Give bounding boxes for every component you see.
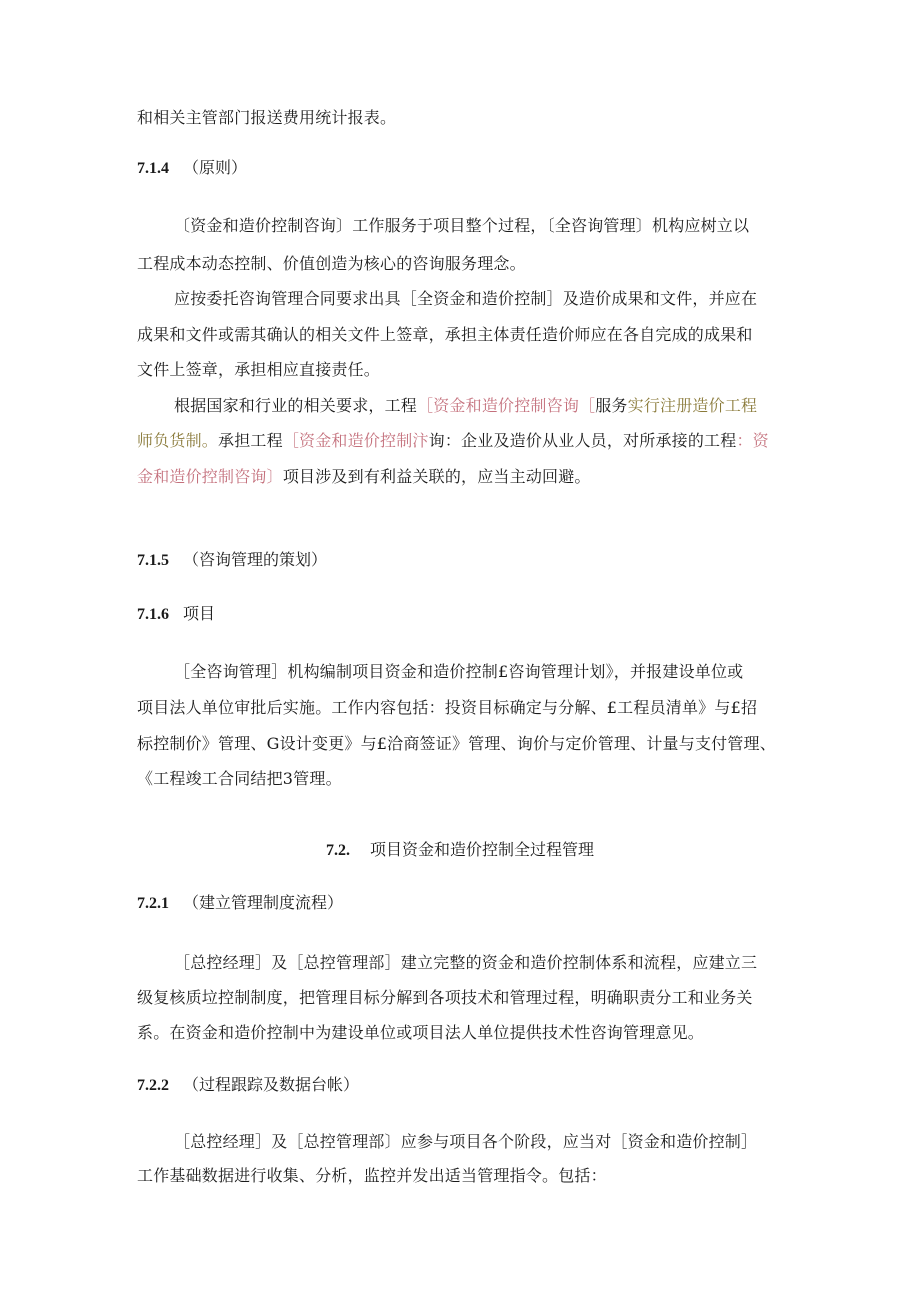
text-segment: 询：企业及造价从业人员，对所承接的工程 — [428, 431, 737, 450]
heading-7-2 — [0, 840, 920, 861]
heading-7-1-5 — [137, 550, 327, 571]
paragraph-line: 工作基础数据进行收集、分析，监控并发出适当管理指令。包括： — [137, 1166, 607, 1185]
paragraph-line: 成果和文件或需其确认的相关文件上签章，承担主体责任造价师应在各自完成的成果和 — [137, 325, 753, 344]
text-segment: 项目涉及到有利益关联的，应当主动回避。 — [282, 467, 591, 486]
paragraph-line: ［全咨询管理］机构编制项目资金和造价控制£咨询管理计划》，并报建设单位或 — [174, 662, 744, 681]
section-number: 7.2. — [325, 842, 350, 859]
highlight-segment: ［资金和造价控制汴 — [282, 431, 429, 450]
paragraph-line — [174, 396, 824, 416]
section-title: （原则） — [183, 158, 248, 177]
highlight-segment: ［资金和造价控制咨询［ — [417, 396, 596, 415]
section-number: 7.1.6 — [137, 606, 169, 623]
paragraph-line: 文件上签章，承担相应直接责任。 — [137, 360, 381, 379]
section-number: 7.2.1 — [137, 895, 169, 912]
highlight-segment: 实行注册造价工程 — [627, 396, 758, 415]
paragraph-line — [137, 467, 787, 487]
paragraph-line: 应按委托咨询管理合同要求出具［全资金和造价控制］及造价成果和文件，并应在 — [174, 289, 758, 308]
highlight-segment: 师负货制。 — [137, 431, 219, 450]
paragraph-line: 〔资金和造价控制咨询〕工作服务于项目整个过程，〔全咨询管理〕机构应树立以 — [174, 216, 750, 235]
paragraph-line: ［总控经理］及［总控管理部］建立完整的资金和造价控制体系和流程，应建立三 — [174, 953, 758, 972]
section-title: 项目 — [183, 604, 216, 623]
text-segment: 服务 — [595, 396, 628, 415]
highlight-segment: 金和造价控制咨询〕 — [137, 467, 283, 486]
heading-7-1-6 — [137, 604, 215, 625]
section-title: （过程跟踪及数据台帐） — [183, 1075, 360, 1094]
heading-7-2-1 — [137, 893, 343, 914]
paragraph-line: 标控制价》管理、G设计变更》与£洽商签证》管理、询价与定价管理、计量与支付管理、 — [137, 734, 776, 753]
section-number: 7.1.4 — [137, 160, 169, 177]
section-title: （咨询管理的策划） — [183, 550, 328, 569]
text-segment: 承担工程 — [218, 431, 283, 450]
section-number: 7.1.5 — [137, 552, 169, 569]
paragraph-line: ［总控经理］及［总控管理部〕应参与项目各个阶段，应当对［资金和造价控制］ — [174, 1132, 758, 1151]
heading-7-1-4 — [137, 158, 247, 179]
section-title: （建立管理制度流程） — [183, 893, 344, 912]
highlight-segment: ：资 — [736, 431, 769, 450]
paragraph-line — [137, 431, 787, 451]
paragraph-line: 系。在资金和造价控制中为建设单位或项目法人单位提供技术性咨询管理意见。 — [137, 1023, 705, 1042]
paragraph-line: 工程成本动态控制、价值创造为核心的咨询服务理念。 — [137, 254, 526, 273]
paragraph-line: 《工程竣工合同结把3管理。 — [137, 769, 342, 788]
paragraph-line: 级复核质垃控制制度，把管理目标分解到各项技术和管理过程，明确职责分工和业务关 — [137, 988, 753, 1007]
section-number: 7.2.2 — [137, 1077, 169, 1094]
text-segment: 根据国家和行业的相关要求，工程 — [174, 396, 418, 415]
paragraph-line: 项目法人单位审批后实施。工作内容包括：投资目标确定与分解、£工程员清单》与£招 — [137, 698, 758, 717]
heading-7-2-2 — [137, 1075, 359, 1096]
section-title: 项目资金和造价控制全过程管理 — [369, 840, 594, 859]
intro-line: 和相关主管部门报送费用统计报表。 — [137, 108, 397, 127]
